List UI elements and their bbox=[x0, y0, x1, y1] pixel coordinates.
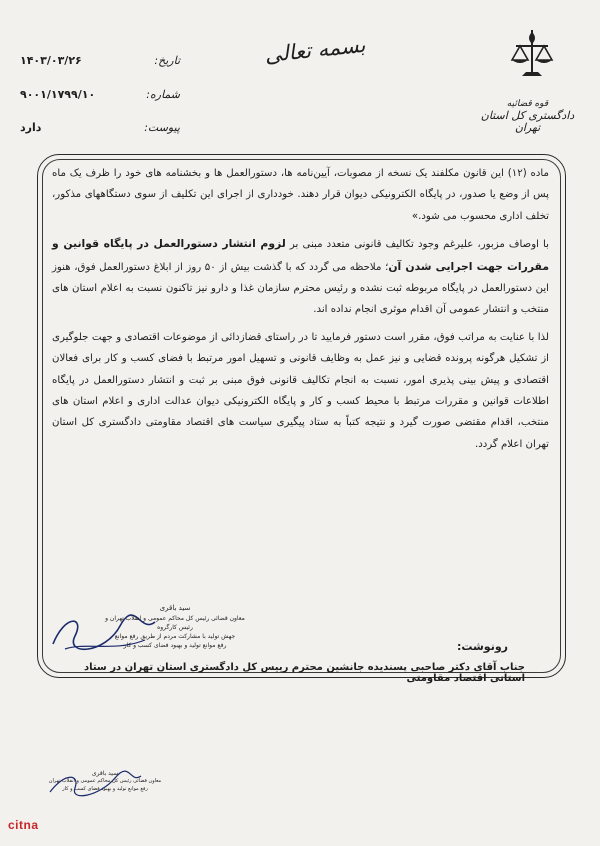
number-value: ۹۰۰۱/۱۷۹۹/۱۰ bbox=[20, 88, 96, 101]
paragraph-2-emphasis: لزوم انتشار دستورالعمل در پایگاه قوانین و مقررات جهت اجرایی شدن آن bbox=[52, 237, 550, 273]
signer-name: سید باقری bbox=[159, 604, 191, 612]
signer-title: معاون قضائی رئیس کل محاکم عمومی و انقلاب تهران و رئیس کارگروه جهش تولید با مشارکت مردم از طریق رفع موانع رفع موانع تولید و بهبود فضای کسب و کار bbox=[105, 615, 245, 649]
number-label: شماره: bbox=[146, 88, 180, 101]
date-label: تاریخ: bbox=[154, 54, 180, 67]
date-field bbox=[20, 54, 180, 74]
date-value: ۱۴۰۳/۰۳/۲۶ bbox=[20, 54, 82, 67]
cc-label: رونوشت: bbox=[456, 640, 508, 653]
attachment-label: پیوست: bbox=[144, 121, 180, 134]
attachment-field bbox=[20, 121, 180, 141]
attachment-value: دارد bbox=[20, 121, 42, 134]
letter-body bbox=[52, 163, 549, 461]
citna-watermark: citna bbox=[8, 818, 39, 832]
secondary-signature-block: سید باقری معاون قضائی رئیس کل محاکم عمومی و انقلاب تهران رفع موانع تولید و بهبود فضای کسب و کار bbox=[40, 770, 170, 793]
paragraph-1: ماده (۱۲) این قانون مکلفند یک نسخه از مصوبات، آیین‌نامه ها، دستورالعمل ها و بخشنامه های خود را ظرف یک ماه پس از وضع یا صدور، در پایگاه الکترونیکی دیوان قرار دهند. خودداری از اجرای این تکلیف از سوی دستگاههای مذکور، تخلف اداری محسوب می شود.» bbox=[52, 168, 549, 222]
bismillah-heading: بسمه تعالی bbox=[263, 32, 367, 68]
paragraph-2: با اوصاف مزبور، علیرغم وجود تکالیف قانونی متعدد مبنی بر لزوم انتشار دستورالعمل در پایگاه قوانین و مقررات جهت اجرایی شدن آن؛ ملاحظه می گردد که با گذشت بیش از ۵۰ روز از ابلاغ دستورالعمل فوق، هنوز این دستورالعمل در پایگاه مربوطه ثبت نشده و رئیس محترم سازمان غذا و دارو نیز تاکنون نسبت به اعلام استان های منتخب و انتشار عمومی آن اقدام موثری انجام نداده اند. bbox=[52, 237, 550, 316]
cc-recipient: جناب آقای دکتر صاحبی پسندیده جانشین محترم رییس کل دادگستری استان تهران در ستاد استانی اقتصاد مقاومتی bbox=[83, 662, 525, 684]
number-field bbox=[20, 88, 180, 108]
organization-title: قوه قضائیه دادگستری کل استان تهران bbox=[480, 99, 575, 134]
paragraph-3: لذا با عنایت به مراتب فوق، مقرر است دستور فرمایید تا در راستای قضازدائی از موضوعات اقتصادی و جهت جلوگیری از تشکیل هرگونه پرونده قضایی و نیز عمل به وظایف قانونی و تسهیل امور مرتبط با فضای کسب و کار برای فعالان اقتصادی و پیش بینی پذیری امور، نسبت به انجام تکالیف قانونی فوق مبنی بر ثبت و انتشار دستورالعمل در پایگاه اطلاعات قوانین و مقررات مرتبط با محیط کسب و کار و پایگاه الکترونیکی دیوان عدالت اداری و اعلام استان های منتخب، اقدام مقتضی صورت گیرد و نتیجه کتباً به ستاد پیگیری سیاست های اقتصاد مقاومتی دادگستری کل استان تهران اعلام گردد. bbox=[52, 331, 549, 450]
secondary-signature-icon bbox=[45, 764, 145, 804]
judiciary-emblem-icon bbox=[510, 28, 554, 80]
